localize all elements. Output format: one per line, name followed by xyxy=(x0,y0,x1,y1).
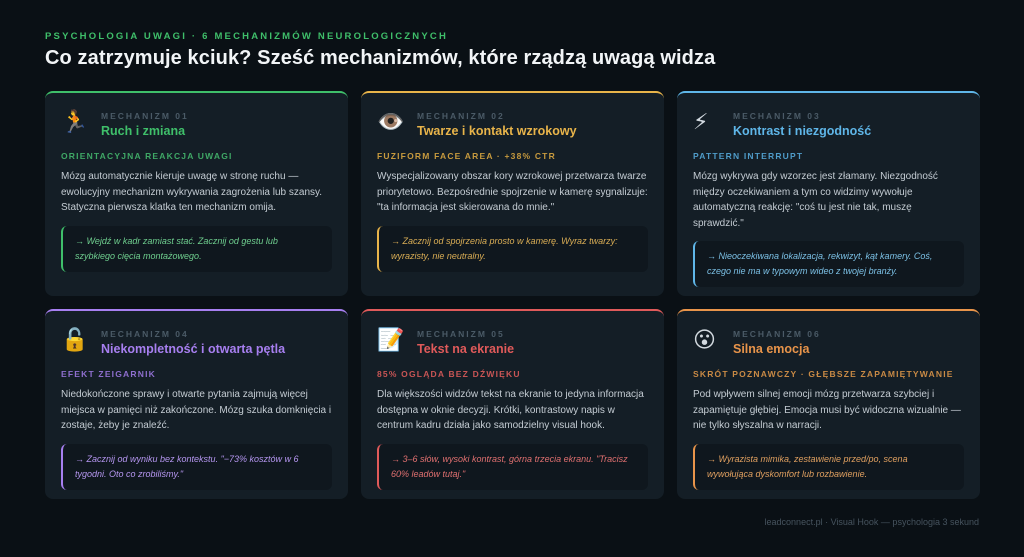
mechanism-description: Pod wpływem silnej emocji mózg przetwarza szybciej i zapamiętuje głębiej. Emocja musi być widoczna wizualnie — nie tylko słyszalna w narracji. xyxy=(693,389,961,431)
mechanism-tag: FUZIFORM FACE AREA · +38% CTR xyxy=(377,151,556,161)
mechanism-tag: SKRÓT POZNAWCZY · GŁĘBSZE ZAPAMIĘTYWANIE xyxy=(693,369,954,379)
mechanism-tip: → Wejdź w kadr zamiast stać. Zacznij od gestu lub szybkiego cięcia montażowego. xyxy=(61,226,332,272)
lightning-icon: ⚡ xyxy=(693,110,709,135)
mechanism-title: Kontrast i niezgodność xyxy=(733,124,872,138)
page-title: Co zatrzymuje kciuk? Sześć mechanizmów, które rządzą uwagą widza xyxy=(45,47,716,69)
surprised-face-icon: 😮 xyxy=(693,328,716,353)
mechanism-tag: 85% OGLĄDA BEZ DŹWIĘKU xyxy=(377,369,521,379)
memo-icon: 📝 xyxy=(377,328,405,353)
mechanism-grid xyxy=(45,91,979,499)
mechanism-tip: → Zacznij od wyniku bez kontekstu. "−73% kosztów w 6 tygodni. Oto co zrobiliśmy." xyxy=(61,444,332,490)
mechanism-title: Ruch i zmiana xyxy=(101,124,186,138)
eyebrow-label: PSYCHOLOGIA UWAGI · 6 MECHANIZMÓW NEUROLOGICZNYCH xyxy=(45,31,449,42)
mechanism-card-03 xyxy=(677,91,980,296)
mechanism-number: MECHANIZM 01 xyxy=(101,111,189,121)
footer-credit: leadconnect.pl · Visual Hook — psychologia 3 sekund xyxy=(764,517,979,527)
mechanism-card-01 xyxy=(45,91,348,296)
mechanism-description: Niedokończone sprawy i otwarte pytania zajmują więcej miejsca w pamięci niż zakończone. Mózg szuka domknięcia i zostaje, żeby je znaleźć. xyxy=(61,389,332,431)
runner-icon: 🏃 xyxy=(61,110,89,135)
mechanism-card-06 xyxy=(677,309,980,499)
mechanism-number: MECHANIZM 02 xyxy=(417,111,505,121)
mechanism-title: Twarze i kontakt wzrokowy xyxy=(417,124,577,138)
mechanism-number: MECHANIZM 04 xyxy=(101,329,189,339)
mechanism-tag: ORIENTACYJNA REAKCJA UWAGI xyxy=(61,151,233,161)
mechanism-number: MECHANIZM 03 xyxy=(733,111,821,121)
mechanism-number: MECHANIZM 05 xyxy=(417,329,505,339)
mechanism-title: Niekompletność i otwarta pętla xyxy=(101,342,286,356)
mechanism-card-05 xyxy=(361,309,664,499)
mechanism-title: Silna emocja xyxy=(733,342,810,356)
mechanism-title: Tekst na ekranie xyxy=(417,342,515,356)
mechanism-description: Dla większości widzów tekst na ekranie to jedyna informacja dostępna w oknie decyzji. Krótki, kontrastowy napis w centrum kadru działa jako samodzielny visual hook. xyxy=(377,389,644,431)
mechanism-tip: → Wyrazista mimika, zestawienie przed/po, scena wywołująca dyskomfort lub rozbawienie. xyxy=(693,444,964,490)
mechanism-description: Mózg wykrywa gdy wzorzec jest złamany. Niezgodność między oczekiwaniem a tym co widzimy wywołuje automatyczną reakcję: "coś tu jest nie tak, muszę sprawdzić." xyxy=(693,171,938,229)
mechanism-tag: EFEKT ZEIGARNIK xyxy=(61,369,156,379)
eye-icon: 👁️ xyxy=(377,110,405,135)
mechanism-tip: → 3–6 słów, wysoki kontrast, górna trzecia ekranu. "Tracisz 60% leadów tutaj." xyxy=(377,444,648,490)
unlock-icon: 🔓 xyxy=(61,328,89,353)
mechanism-tag: PATTERN INTERRUPT xyxy=(693,151,804,161)
mechanism-card-04 xyxy=(45,309,348,499)
mechanism-description: Mózg automatycznie kieruje uwagę w stronę ruchu — ewolucyjny mechanizm wykrywania zagrożenia lub szansy. Statyczna pierwsza klatka ten mechanizm omija. xyxy=(61,171,323,213)
mechanism-description: Wyspecjalizowany obszar kory wzrokowej przetwarza twarze priorytetowo. Bezpośrednie spojrzenie w kamerę sygnalizuje: "ta informacja jest skierowana do mnie." xyxy=(377,171,648,213)
mechanism-tip: → Nieoczekiwana lokalizacja, rekwizyt, kąt kamery. Coś, czego nie ma w typowym wideo z twojej branży. xyxy=(693,241,964,287)
mechanism-number: MECHANIZM 06 xyxy=(733,329,821,339)
mechanism-tip: → Zacznij od spojrzenia prosto w kamerę. Wyraz twarzy: wyrazisty, nie neutralny. xyxy=(377,226,648,272)
mechanism-card-02 xyxy=(361,91,664,296)
